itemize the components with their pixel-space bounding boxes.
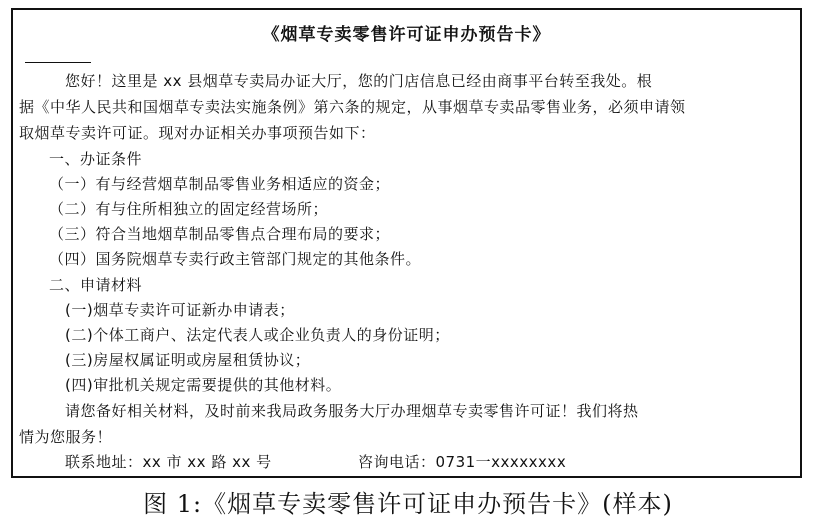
condition-item-3: （三）符合当地烟草制品零售点合理布局的要求； bbox=[49, 225, 391, 243]
material-item-4: (四)审批机关规定需要提供的其他材料。 bbox=[65, 376, 342, 394]
condition-item-1: （一）有与经营烟草制品零售业务相适应的资金； bbox=[49, 175, 391, 193]
card-title: 《烟草专卖零售许可证申办预告卡》 bbox=[262, 25, 551, 45]
material-item-1: (一)烟草专卖许可证新办申请表； bbox=[65, 301, 295, 319]
recipient-blank-line bbox=[25, 62, 91, 63]
condition-item-2: （二）有与住所相独立的固定经营场所； bbox=[49, 200, 329, 218]
contact-address: 联系地址：xx 市 xx 路 xx 号 bbox=[65, 453, 272, 471]
intro-line-2: 据《中华人民共和国烟草专卖法实施条例》第六条的规定，从事烟草专卖品零售业务，必须申请领 bbox=[19, 98, 686, 116]
closing-line-1: 请您备好相关材料，及时前来我局政务服务大厅办理烟草专卖零售许可证！我们将热 bbox=[65, 402, 639, 420]
notice-card bbox=[11, 8, 802, 478]
material-item-2: (二)个体工商户、法定代表人或企业负责人的身份证明； bbox=[65, 326, 450, 344]
intro-line-3: 取烟草专卖许可证。现对办证相关办事项预告如下： bbox=[19, 124, 376, 142]
section-heading-materials: 二、申请材料 bbox=[49, 276, 143, 294]
section-heading-conditions: 一、办证条件 bbox=[49, 150, 143, 168]
closing-line-2: 情为您服务！ bbox=[19, 428, 113, 446]
material-item-3: (三)房屋权属证明或房屋租赁协议； bbox=[65, 351, 311, 369]
condition-item-4: （四）国务院烟草专卖行政主管部门规定的其他条件。 bbox=[49, 250, 422, 268]
intro-line-1: 您好！这里是 xx 县烟草专卖局办证大厅，您的门店信息已经由商事平台转至我处。根 bbox=[65, 72, 653, 90]
contact-phone: 咨询电话：0731一xxxxxxxx bbox=[358, 453, 567, 471]
figure-caption: 图 1:《烟草专卖零售许可证申办预告卡》(样本) bbox=[143, 490, 673, 518]
